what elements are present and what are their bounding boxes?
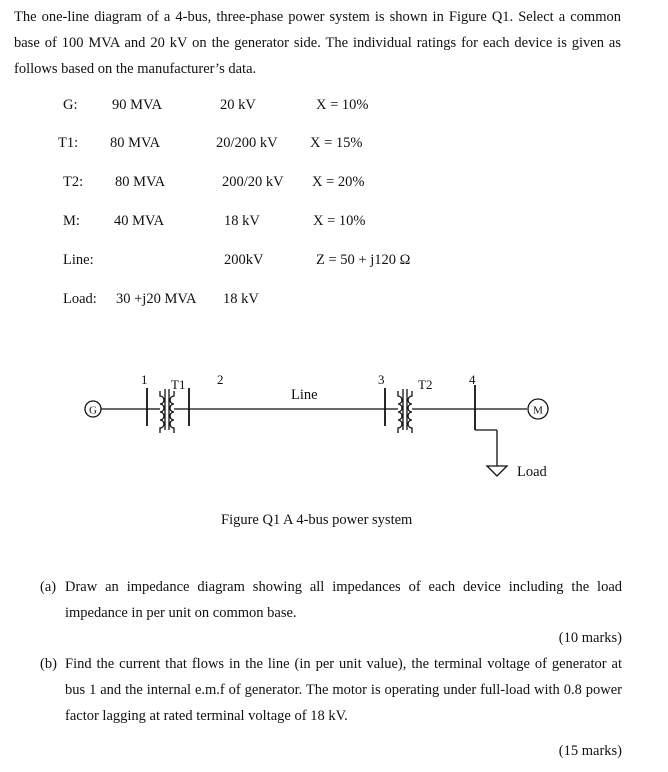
marks-label: (15 marks) (558, 743, 622, 759)
rating-device: Load: (63, 291, 97, 307)
question-text: Draw an impedance diagram showing all impedances of each device including the load impedance in per unit on common base. (65, 579, 622, 621)
t1-primary-coil (160, 391, 164, 433)
rating-power: 40 MVA (114, 213, 165, 229)
line-label: Line (291, 387, 318, 403)
marks-label: (10 marks) (558, 630, 622, 646)
rating-voltage: 20/200 kV (216, 135, 278, 151)
load-label: Load (517, 464, 547, 480)
rating-power: 80 MVA (110, 135, 161, 151)
question-label: (a) (40, 579, 57, 595)
one-line-diagram (0, 360, 668, 500)
rating-device: G: (63, 97, 78, 113)
question-text: Find the current that flows in the line (in per unit value), the terminal voltage of generator at bus 1 and the internal e.m.f of generator. The motor is operating under full-load with 0.8 power factor lagging at rated terminal voltage of 18 kV. (65, 656, 622, 724)
bus-label: 1 (141, 372, 148, 387)
generator-symbol: G (89, 404, 97, 417)
rating-voltage: 18 kV (223, 291, 259, 307)
t1-secondary-coil (170, 391, 174, 433)
rating-device: Line: (63, 252, 94, 268)
rating-device: M: (63, 213, 80, 229)
rating-device: T2: (63, 174, 84, 190)
question-a (40, 574, 622, 626)
rating-voltage: 200/20 kV (222, 174, 284, 190)
rating-power: 80 MVA (115, 174, 166, 190)
rating-impedance: X = 10% (316, 97, 369, 113)
rating-power: 90 MVA (112, 97, 163, 113)
rating-impedance: X = 10% (313, 213, 366, 229)
transformer-label: T2 (418, 377, 433, 392)
intro-paragraph: The one-line diagram of a 4-bus, three-phase power system is shown in Figure Q1. Select a common base of 100 MVA and 20 kV on the generator side. The individual ratings for each device is given as follows based on the manufacturer’s data. (14, 9, 621, 77)
rating-impedance: Z = 50 + j120 Ω (316, 252, 411, 268)
t2-secondary-coil (408, 391, 412, 433)
rating-voltage: 18 kV (224, 213, 260, 229)
bus-label: 2 (217, 372, 224, 387)
question-b (40, 651, 622, 729)
motor-symbol: M (533, 404, 543, 417)
t2-primary-coil (398, 391, 402, 433)
bus-label: 4 (469, 372, 476, 387)
bus-label: 3 (378, 372, 385, 387)
figure-caption: Figure Q1 A 4-bus power system (221, 512, 413, 528)
rating-power: 30 +j20 MVA (116, 291, 197, 307)
rating-impedance: X = 15% (310, 135, 363, 151)
rating-device: T1: (58, 135, 79, 151)
rating-impedance: X = 20% (312, 174, 365, 190)
rating-voltage: 200kV (224, 252, 264, 268)
transformer-label: T1 (171, 377, 186, 392)
load-arrow-icon (487, 466, 507, 476)
rating-voltage: 20 kV (220, 97, 256, 113)
question-label: (b) (40, 656, 57, 672)
